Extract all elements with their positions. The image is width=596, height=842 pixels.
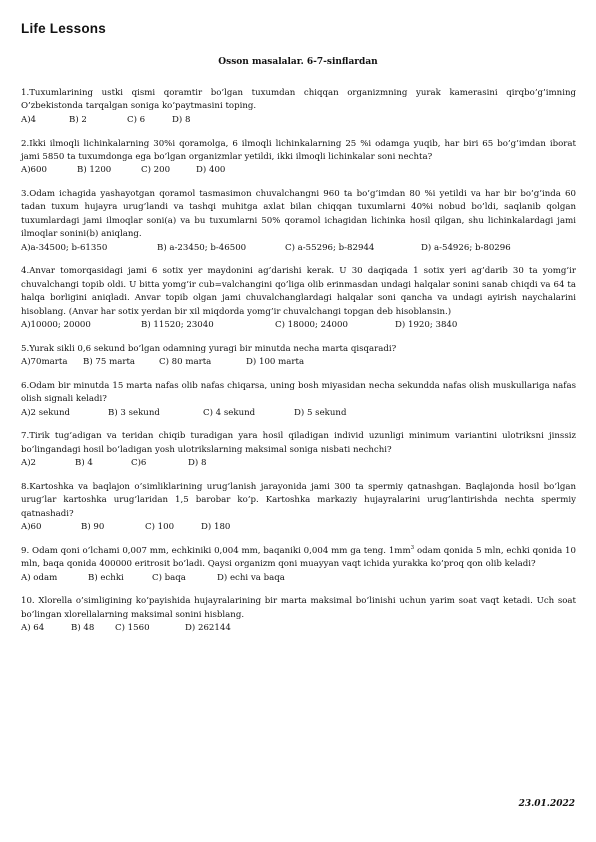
question-7 bbox=[21, 430, 576, 470]
option-b: B) a-23450; b-46500 bbox=[157, 242, 247, 253]
question-1 bbox=[21, 87, 576, 127]
option-b: B) 90 bbox=[81, 522, 105, 533]
superscript-exponent: 3 bbox=[410, 544, 415, 551]
option-d: D) 100 marta bbox=[246, 357, 305, 368]
option-b: B) 75 marta bbox=[83, 357, 136, 368]
answer-options bbox=[21, 407, 576, 420]
question-4 bbox=[21, 265, 576, 332]
option-b: B) 1200 bbox=[77, 165, 112, 176]
question-text bbox=[21, 545, 576, 572]
answer-options bbox=[21, 521, 576, 534]
option-c: C) 200 bbox=[141, 165, 171, 176]
question-text: 6.Odam bir minutda 15 marta nafas olib nafas chiqarsa, uning bosh miyasidan necha sekundda nafas olish muskullariga nafas olish signali keladi? bbox=[21, 380, 576, 405]
answer-options bbox=[21, 164, 576, 177]
brand-title: Life Lessons bbox=[21, 21, 106, 36]
option-a: A)2 bbox=[21, 458, 37, 469]
document-date: 23.01.2022 bbox=[518, 799, 575, 809]
option-d: D) 262144 bbox=[185, 623, 231, 634]
answer-options bbox=[21, 457, 576, 470]
option-a: A)60 bbox=[21, 522, 42, 533]
option-d: D) echi va baqa bbox=[217, 572, 285, 583]
option-c: C) 6 bbox=[127, 114, 146, 125]
question-10 bbox=[21, 595, 576, 635]
option-a: A) odam bbox=[21, 572, 58, 583]
option-d: D) 8 bbox=[172, 114, 191, 125]
option-c: C) 100 bbox=[145, 522, 175, 533]
option-b: B) echki bbox=[88, 572, 124, 583]
question-text: 3.Odam ichagida yashayotgan qoramol tasmasimon chuvalchangni 960 ta bo’g’imdan 80 %i yetildi va har bir bo’g’inda 60 tadan tuxum hujayra urug’landi va tashqi muhitga axlat bilan chiqqan tuxumlarni 40%i nobud bo’ldi, saqlanib qolgan tuxumlardagi jami ilmoqlar soni(a) va bu tuxumlarni 50% qoramol ichagidan lichinka hosil qilgan, shu lichinkalardagi jami ilmoqlar sonini(b) aniqlang. bbox=[21, 189, 576, 240]
option-c: C) 1560 bbox=[115, 623, 150, 634]
question-3 bbox=[21, 188, 576, 255]
option-c: C) 80 marta bbox=[159, 357, 212, 368]
question-text: 8.Kartoshka va baqlajon o’simliklarining urug’lanish jarayonida jami 300 ta spermiy qatnashgan. Baqlajonda hosil bo’lgan urug’lar kartoshka urug’laridan 1,5 barobar ko’p. Kartoshka markaziy hujayralarini urug’lantirishda nechta spermiy qatnashadi? bbox=[21, 481, 576, 519]
option-a: A)a-34500; b-61350 bbox=[21, 242, 108, 253]
option-c: C)6 bbox=[131, 458, 147, 469]
option-c: C) 4 sekund bbox=[203, 407, 256, 418]
option-a: A)2 sekund bbox=[21, 407, 71, 418]
question-6 bbox=[21, 380, 576, 420]
option-a: A)70marta bbox=[21, 357, 68, 368]
option-d: D) 180 bbox=[201, 522, 231, 533]
option-b: B) 48 bbox=[71, 623, 95, 634]
option-a: A)600 bbox=[21, 165, 47, 176]
option-d: D) 8 bbox=[188, 458, 207, 469]
answer-options bbox=[21, 622, 576, 635]
option-c: C) 18000; 24000 bbox=[275, 319, 348, 330]
question-2 bbox=[21, 138, 576, 178]
option-d: D) 400 bbox=[196, 165, 226, 176]
question-text-part: odam qonida 5 mln, echki qonida 10 mln, baqa qonida 400000 eritrosit bo’ladi. Qaysi organizm qoni muayyan vaqt ichida yurakka ko’proq qon olib keladi? bbox=[21, 545, 576, 570]
question-9 bbox=[21, 545, 576, 585]
document-subtitle: Osson masalalar. 6-7-sinflardan bbox=[218, 57, 378, 67]
question-list bbox=[21, 87, 576, 646]
option-a: A)10000; 20000 bbox=[21, 319, 91, 330]
option-d: D) a-54926; b-80296 bbox=[421, 242, 511, 253]
question-text: 10. Xlorella o’simligining ko’payishida hujayralarining bir marta maksimal bo’linishi uchun yarim soat vaqt ketadi. Uch soat bo’lingan xlorellalarning maksimal sonini hisblang. bbox=[21, 596, 576, 620]
answer-options bbox=[21, 242, 576, 255]
question-text: 5.Yurak sikli 0,6 sekund bo’lgan odamning yuragi bir minutda necha marta qisqaradi? bbox=[21, 343, 397, 354]
question-text-part: 9. Odam qoni o’lchami 0,007 mm, echkiniki 0,004 mm, baqaniki 0,004 mm ga teng. 1mm bbox=[21, 545, 411, 556]
option-b: B) 2 bbox=[69, 114, 87, 125]
answer-options bbox=[21, 319, 576, 332]
option-b: B) 4 bbox=[75, 458, 93, 469]
answer-options bbox=[21, 356, 576, 369]
answer-options bbox=[21, 572, 576, 585]
option-b: B) 3 sekund bbox=[108, 407, 160, 418]
option-d: D) 1920; 3840 bbox=[395, 319, 458, 330]
option-c: C) a-55296; b-82944 bbox=[285, 242, 375, 253]
option-d: D) 5 sekund bbox=[294, 407, 347, 418]
question-5 bbox=[21, 343, 576, 370]
question-text: 2.Ikki ilmoqli lichinkalarning 30%i qoramolga, 6 ilmoqli lichinkalarning 25 %i odamga yuqib, har biri 65 bo’g’imdan iborat jami 5850 ta tuxumdonga ega bo’lgan organizmlar yetildi, ikki ilmoqli lichinkalar soni nechta? bbox=[21, 138, 576, 162]
option-a: A) 64 bbox=[21, 623, 45, 634]
option-a: A)4 bbox=[21, 114, 37, 125]
question-8 bbox=[21, 481, 576, 535]
option-c: C) baqa bbox=[152, 572, 186, 583]
question-text: 1.Tuxumlarining ustki qismi qoramtir bo’lgan tuxumdan chiqqan organizmning yurak kamerasini qirqbo’g’imning O’zbekistonda tarqalgan soniga ko’paytmasini toping. bbox=[21, 88, 576, 112]
question-text: 7.Tirik tug’adigan va teridan chiqib turadigan yara hosil qiladigan individ uzunligi minimum variantini ulotriksni jinssiz bo’lingandagi hosil bo’ladigan yosh ulotrikslarning maksimal soniga nisbati nechchi? bbox=[21, 431, 576, 455]
answer-options bbox=[21, 114, 576, 127]
question-text: 4.Anvar tomorqasidagi jami 6 sotix yer maydonini ag’darishi kerak. U 30 daqiqada 1 sotix yeri ag’darib 30 ta yomg’ir chuvalchangi topib oldi. U bitta yomg’ir cub=valchangini qo’liga olib erinmasdan undagi halqalar sonini sanab chiqdi va 64 ta halqa borligini aniqladi. Anvar topib olgan jami chuvalchanglardagi halqalar soni qancha va undagi ayirish naychalarini hisoblang. (Anvar har sotix yerdan bir xil miqdorda yomg’ir chuvalchangi topgan deb hisoblansin.) bbox=[21, 266, 576, 317]
option-b: B) 11520; 23040 bbox=[141, 319, 214, 330]
